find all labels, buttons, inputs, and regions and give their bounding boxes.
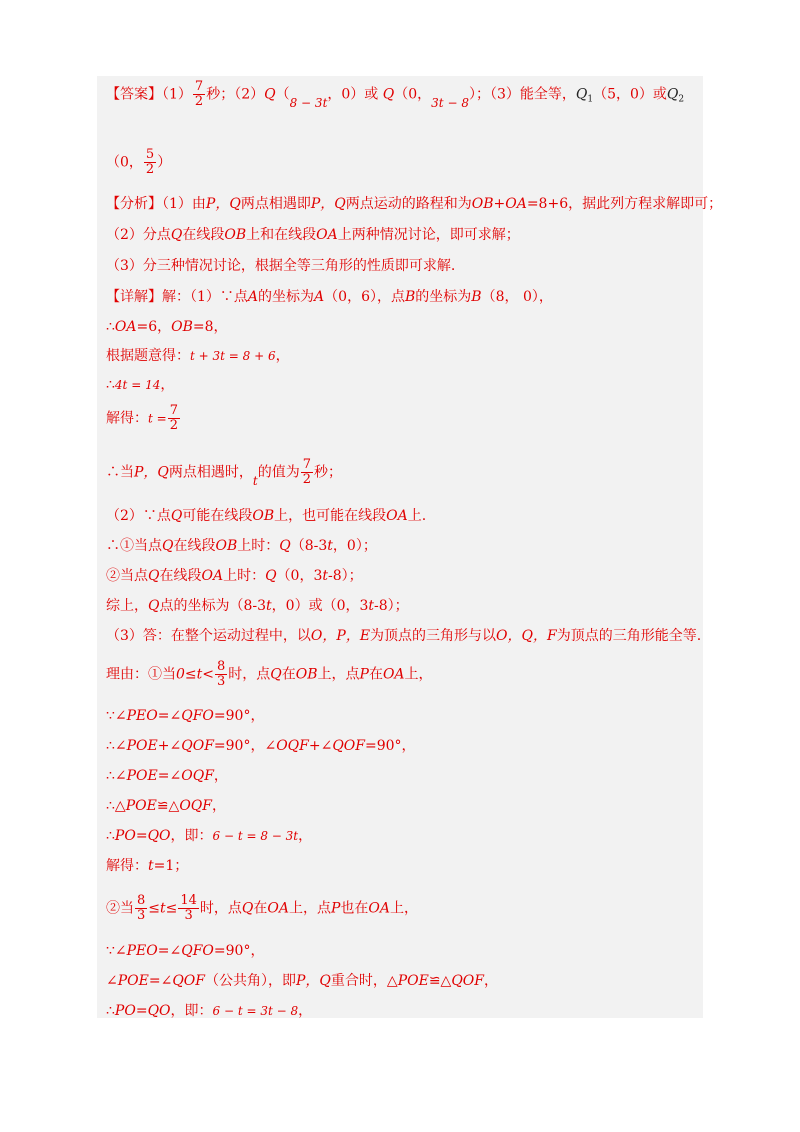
var: P (359, 666, 369, 683)
fraction (178, 894, 199, 923)
equation: t + 3t = 8 + 6 (190, 349, 276, 363)
var: t (322, 568, 329, 584)
detail-line-6 (106, 458, 342, 490)
text: 两点运动的路程和为 (345, 196, 472, 212)
var: POE (126, 738, 158, 754)
var: OB (224, 227, 247, 243)
var: Q (148, 568, 160, 584)
text: （1） (162, 86, 192, 103)
var: t (327, 538, 333, 554)
text: 上，点 (289, 900, 331, 917)
var: Q (264, 86, 276, 103)
text: -8）； (374, 598, 409, 614)
denominator: 3 (137, 908, 146, 923)
var: QOF (181, 738, 214, 754)
text: =6， (136, 319, 172, 335)
numerator: 7 (302, 457, 312, 472)
text: 在 (281, 666, 296, 683)
detail-line-17 (106, 827, 312, 845)
text: （8-3 (290, 538, 328, 554)
text: ，0）； (332, 538, 377, 554)
var: Q (382, 86, 395, 103)
text: =∠ (157, 943, 182, 959)
var: Q (279, 538, 291, 554)
var: QO (147, 1003, 171, 1019)
text: （0，3 (276, 568, 323, 584)
text: 两点相遇时， (168, 464, 253, 481)
detail-line-11 (106, 627, 701, 645)
denominator: 2 (145, 162, 155, 177)
detail-line-10 (106, 597, 409, 615)
numerator: 8 (137, 893, 146, 908)
var: O，P，E (310, 628, 371, 644)
var-q2: Q (666, 86, 679, 103)
detail-line-7 (106, 507, 426, 525)
text: 的值为 (257, 464, 300, 481)
text: 在线段 (182, 227, 225, 243)
fraction (135, 894, 147, 923)
denominator: 2 (169, 418, 178, 433)
text: =8+6，据此列方程求解即可； (526, 196, 723, 212)
text: （5，0）或 (593, 86, 667, 103)
text: （0，6），点 (324, 289, 405, 305)
text: ∴∠ (106, 768, 127, 784)
text: ， (483, 973, 498, 989)
text: 在线段 (173, 538, 216, 554)
equation: t = (148, 411, 167, 426)
text: ， (275, 348, 290, 364)
text: 理由：①当 (106, 666, 176, 683)
var: OA (114, 319, 137, 335)
var: OA (201, 568, 224, 584)
text: ， (213, 768, 228, 784)
answer-tag: 【答案】 (106, 86, 162, 103)
var: B (405, 289, 416, 305)
text: ∴ (106, 828, 115, 844)
fraction (215, 660, 227, 689)
var: OB (171, 319, 193, 335)
text: = (135, 828, 148, 844)
text: 上时： (237, 538, 280, 554)
text: +∠ (157, 738, 182, 754)
detail-line-21 (106, 972, 498, 990)
text: （公共角），即 (205, 973, 296, 989)
detail-line-2 (106, 318, 228, 336)
numerator: 8 (217, 659, 226, 674)
var: OQF (276, 738, 309, 754)
numerator: 5 (145, 147, 155, 162)
var: OB (295, 666, 318, 683)
detail-line-16 (106, 797, 226, 815)
var: Q (270, 666, 282, 683)
analysis-tag: 【分析】 (106, 196, 162, 212)
fraction (193, 80, 205, 109)
answer-line-1 (106, 80, 684, 112)
var: QFO (181, 943, 214, 959)
var: t (252, 473, 258, 488)
text: 的坐标为 (258, 289, 315, 305)
text: ） (157, 154, 172, 171)
text: =∠ (157, 708, 182, 724)
text: 的坐标为 (415, 289, 472, 305)
text: 可能在线段 (182, 508, 253, 524)
var: OB+OA (471, 196, 527, 212)
text: ，即： (170, 1003, 213, 1019)
var: QOF (451, 973, 484, 989)
text: 解：（1）∵点 (162, 289, 248, 305)
text: ∴ (106, 319, 115, 335)
text: ∵∠ (106, 708, 127, 724)
inequality: 0≤t< (176, 666, 214, 683)
text: ≌△ (428, 973, 452, 989)
equation: 6 − t = 8 − 3t (212, 829, 299, 843)
text: =90°， (213, 708, 265, 724)
text: ∴ (106, 377, 115, 393)
text: （0， (394, 86, 432, 103)
var: OA (386, 508, 408, 524)
var: Q (170, 508, 183, 524)
text: =90°，∠ (213, 738, 277, 754)
text: 秒； (314, 464, 343, 481)
detail-line-3 (106, 347, 290, 365)
text: ，即： (170, 828, 213, 844)
text: 上， (390, 900, 419, 917)
text: 上， (404, 666, 433, 683)
var: A (247, 289, 259, 305)
text: ②当点 (106, 568, 148, 584)
text: ∠ (106, 973, 118, 989)
text: 上. (407, 508, 427, 524)
text: （2）∵点 (106, 508, 171, 524)
var: P，Q (205, 196, 241, 212)
text: =1； (153, 858, 189, 874)
var: P，Q (310, 196, 346, 212)
var: POE (397, 973, 429, 989)
text: +∠ (308, 738, 333, 754)
detail-line-9 (106, 567, 363, 585)
text: （ (275, 86, 290, 103)
var: OB (215, 538, 238, 554)
var: Q (241, 900, 254, 917)
text: ≌△ (156, 798, 180, 814)
var: P (331, 900, 341, 917)
var: B (471, 289, 482, 305)
text: 也在 (340, 900, 369, 917)
var: Q (148, 598, 160, 614)
text: =90°， (365, 738, 416, 754)
var: P，Q (134, 464, 169, 481)
text: 根据题意得： (106, 348, 190, 364)
var: QFO (181, 708, 214, 724)
var: t (368, 598, 375, 614)
var: Q (170, 227, 183, 243)
expression: 8 − 3t (289, 95, 328, 110)
equation: 4t = 14 (114, 378, 161, 392)
subscript: 1 (587, 94, 594, 105)
text: 在 (253, 900, 268, 917)
text: （2）分点 (106, 227, 171, 243)
text: 在线段 (159, 568, 202, 584)
denominator: 2 (194, 94, 204, 109)
text: 点的坐标为（8-3 (159, 598, 267, 614)
fraction (144, 148, 156, 177)
var: Q (162, 538, 174, 554)
var: OQF (179, 798, 212, 814)
detail-line-19 (106, 894, 418, 923)
text: -8）； (328, 568, 363, 584)
var: PO (114, 1003, 136, 1019)
detail-line-15 (106, 767, 228, 785)
var: PEO (126, 708, 158, 724)
denominator: 3 (178, 908, 199, 923)
var: P，Q (296, 973, 331, 989)
text: 上，点 (317, 666, 360, 683)
numerator: 7 (194, 79, 204, 94)
text: ∵∠ (106, 943, 127, 959)
text: ∴ (106, 1003, 115, 1019)
var: OA (316, 227, 338, 243)
text: ， (298, 828, 313, 844)
var: POE (126, 768, 158, 784)
var: OQF (181, 768, 214, 784)
text: 上和在线段 (246, 227, 317, 243)
text: ， (160, 377, 175, 393)
text: （1）由 (162, 196, 206, 212)
text: =90°， (213, 943, 265, 959)
detail-line-20 (106, 942, 264, 960)
text: =∠ (148, 973, 173, 989)
text: 上时： (223, 568, 266, 584)
var: Q (265, 568, 277, 584)
fraction (168, 404, 180, 433)
numerator: 14 (180, 893, 197, 908)
text: （8， 0）， (481, 289, 553, 305)
text: ②当 (106, 900, 134, 917)
fraction (301, 458, 313, 487)
text: ∴①当点 (106, 538, 162, 554)
text: =8， (192, 319, 228, 335)
detail-line-5 (106, 404, 181, 433)
var: QOF (332, 738, 365, 754)
text: 两点相遇即 (240, 196, 311, 212)
var: O，Q，F (496, 628, 557, 644)
var: OA (368, 900, 391, 917)
var: PO (114, 828, 136, 844)
var: QO (147, 828, 171, 844)
text: ）；（3）能全等， (468, 86, 576, 103)
detail-line-12 (106, 660, 433, 689)
denominator: 3 (217, 674, 226, 689)
text: ，0）或 (327, 86, 379, 103)
denominator: 2 (302, 472, 312, 487)
text: 时，点 (228, 666, 271, 683)
var: OA (382, 666, 405, 683)
text: （0， (106, 154, 143, 171)
detail-line-8 (106, 537, 377, 555)
text: ∴△ (106, 798, 126, 814)
text: 秒；（2） (206, 86, 265, 103)
analysis-line-2 (106, 226, 520, 244)
text: 综上， (106, 598, 148, 614)
detail-line-18 (106, 857, 188, 875)
detail-line-22 (106, 1002, 312, 1020)
text: 在 (368, 666, 383, 683)
text: 为顶点的三角形与以 (370, 628, 497, 644)
numerator: 7 (169, 403, 178, 418)
text: ， (211, 798, 226, 814)
text: 解得： (106, 410, 148, 427)
text: 为顶点的三角形能全等. (556, 628, 702, 644)
text: 时，点 (199, 900, 242, 917)
var: OB (252, 508, 275, 524)
text: （3）答：在整个运动过程中，以 (106, 628, 311, 644)
answer-line-2 (106, 148, 171, 177)
equation: 6 − t = 3t − 8 (212, 1004, 299, 1018)
text: 解得： (106, 858, 148, 874)
text: =∠ (157, 768, 182, 784)
var: QOF (172, 973, 205, 989)
var: t (148, 858, 154, 874)
text: 上两种情况讨论，即可求解； (337, 227, 520, 243)
text: ∴当 (106, 464, 134, 481)
text: ∴∠ (106, 738, 127, 754)
text: ，0）或（0，3 (271, 598, 369, 614)
analysis-line-3 (106, 257, 455, 275)
subscript: 2 (678, 94, 685, 105)
var: PEO (126, 943, 158, 959)
inequality: ≤t≤ (148, 900, 178, 917)
detail-line-13 (106, 707, 264, 725)
var-q1: Q (575, 86, 588, 103)
text: = (135, 1003, 148, 1019)
text: 重合时，△ (330, 973, 398, 989)
expression: 3t − 8 (431, 95, 469, 110)
text: （3）分三种情况讨论，根据全等三角形的性质即可求解. (106, 258, 456, 274)
var: POE (125, 798, 157, 814)
var: POE (117, 973, 149, 989)
text: ， (298, 1003, 313, 1019)
detail-tag: 【详解】 (106, 289, 162, 305)
detail-line-1 (106, 288, 553, 306)
text: 上，也可能在线段 (274, 508, 387, 524)
detail-line-4 (106, 376, 174, 394)
var: t (266, 598, 272, 614)
var: A (314, 289, 325, 305)
var: OA (267, 900, 289, 917)
detail-line-14 (106, 737, 416, 755)
analysis-line-1 (106, 195, 722, 213)
